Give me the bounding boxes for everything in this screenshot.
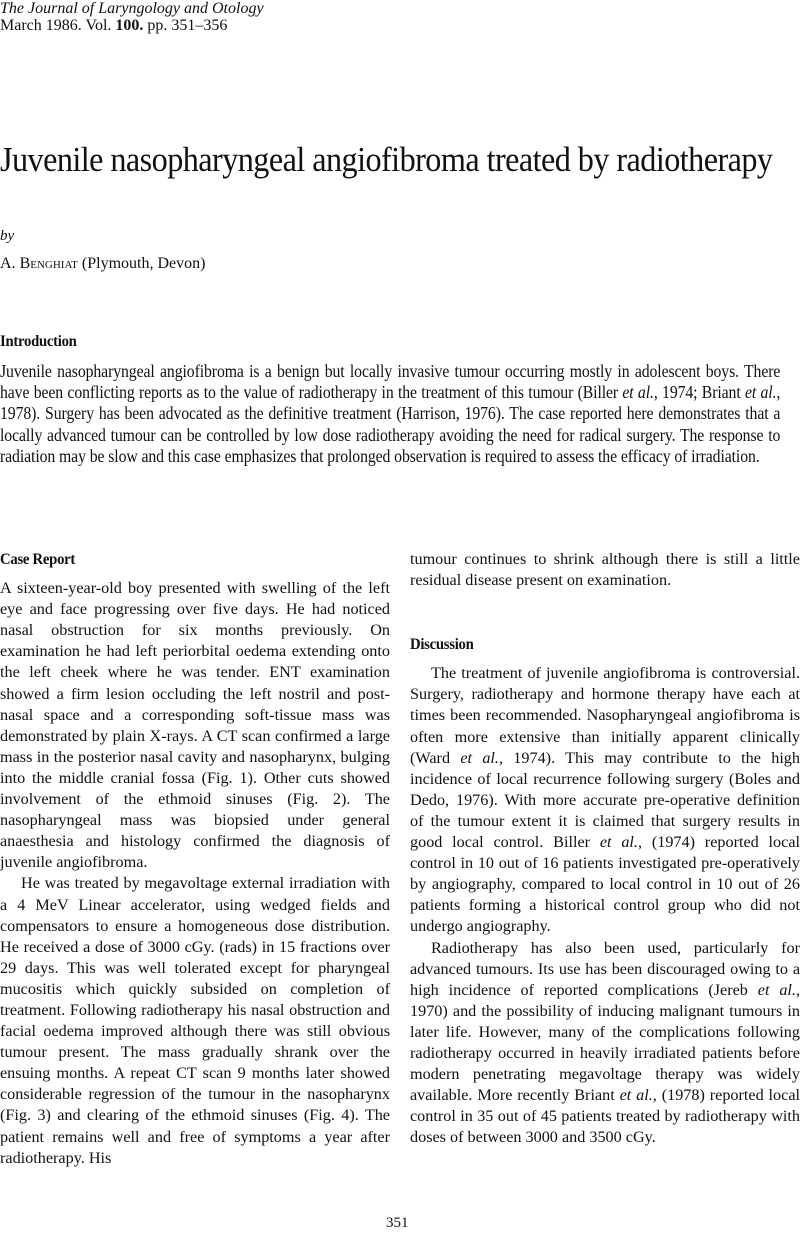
discussion-paragraph-2: Radiotherapy has also been used, particularly for advanced tumours. Its use has been discouraged owing to a high incidence of reported complications (Jereb et al., 1970) and the possibility of inducing malignant tumours in later life. However, many of the complications following radiotherapy occurred in heavily irradiated patients before modern penetrating megavoltage therapy was widely available. More recently Briant et al., (1978) reported local control in 35 out of 45 patients treated by radiotherapy with doses of between 3000 and 3500 cGy.: [410, 938, 800, 1147]
case-report-paragraph-1: A sixteen-year-old boy presented with swelling of the left eye and face progressing over five days. He had noticed nasal obstruction for six months previously. On examination he had left periorbital oedema extending onto the left cheek where he was tender. ENT examination showed a firm lesion occluding the left nostril and post-nasal space and a corresponding soft-tissue mass was demonstrated by plain X-rays. A CT scan confirmed a large mass in the posterior nasal cavity and nasopharynx, bulging into the middle cranial fossa (Fig. 1). Other cuts showed involvement of the ethmoid sinuses (Fig. 2). The nasopharyngeal mass was biopsied under general anaesthesia and histology confirmed the diagnosis of juvenile angiofibroma.: [0, 579, 390, 872]
introduction-body: Juvenile nasopharyngeal angiofibroma is a benign but locally invasive tumour occurring mostly in adolescent boys. There have been conflicting reports as to the value of radiotherapy in the treatment of this tumour (Biller et al., 1974; Briant et al., 1978). Surgery has been advocated as the definitive treatment (Harrison, 1976). The case reported here demonstrates that a locally advanced tumour can be controlled by low dose radiotherapy avoiding the need for radical surgery. The response to radiation may be slow and this case emphasizes that prolonged observation is required to assess the efficacy of irradiation.: [0, 361, 781, 466]
volume-number: 100.: [115, 17, 144, 34]
case-report-continuation: tumour continues to shrink although there is still a little residual disease present on examination.: [410, 550, 800, 590]
page-number: 351: [386, 1215, 409, 1231]
left-column: [0, 549, 390, 1169]
discussion-heading: Discussion: [410, 636, 474, 654]
journal-issue: March 1986. Vol. 100. pp. 351–356: [0, 17, 228, 34]
byline-by: by: [0, 228, 15, 244]
case-report-paragraph-2: He was treated by megavoltage external irradiation with a 4 MeV Linear accelerator, using wedged fields and compensators to ensure a homogeneous dose distribution. He received a dose of 3000 cGy. (rads) in 15 fractions over 29 days. This was well tolerated except for pharyngeal mucositis which quickly subsided on completion of treatment. Following radiotherapy his nasal obstruction and facial oedema improved although there was still obvious tumour present. The mass gradually shrank over the ensuing months. A repeat CT scan 9 months later showed considerable regression of the tumour in the nasopharynx (Fig. 3) and clearing of the ethmoid sinuses (Fig. 4). The patient remains well and free of symptoms a year after radiotherapy. His: [0, 874, 390, 1167]
author-location: (Plymouth, Devon): [77, 255, 206, 272]
journal-name: The Journal of Laryngology and Otology: [0, 0, 264, 17]
journal-header: [0, 0, 264, 34]
case-report-heading: Case Report: [0, 551, 76, 568]
author-surname: Benghiat: [19, 255, 78, 272]
discussion-paragraph-1: The treatment of juvenile angiofibroma is controversial. Surgery, radiotherapy and hormone therapy have each at times been recommended. Nasopharyngeal angiofibroma is often more extensive than initially apparent clinically (Ward et al., 1974). This may contribute to the high incidence of local recurrence following surgery (Boles and Dedo, 1976). With more accurate pre-operative definition of the tumour extent it is claimed that surgery results in good local control. Biller et al., (1974) reported local control in 10 out of 16 patients investigated pre-operatively by angiography, compared to local control in 10 out of 26 patients forming a historical control group who did not undergo angiography.: [410, 664, 800, 936]
article-title: Juvenile nasopharyngeal angiofibroma treated by radiotherapy: [0, 140, 773, 179]
introduction-heading: Introduction: [0, 333, 77, 350]
right-column: [410, 549, 800, 1148]
author-line: A. Benghiat (Plymouth, Devon): [0, 255, 206, 272]
